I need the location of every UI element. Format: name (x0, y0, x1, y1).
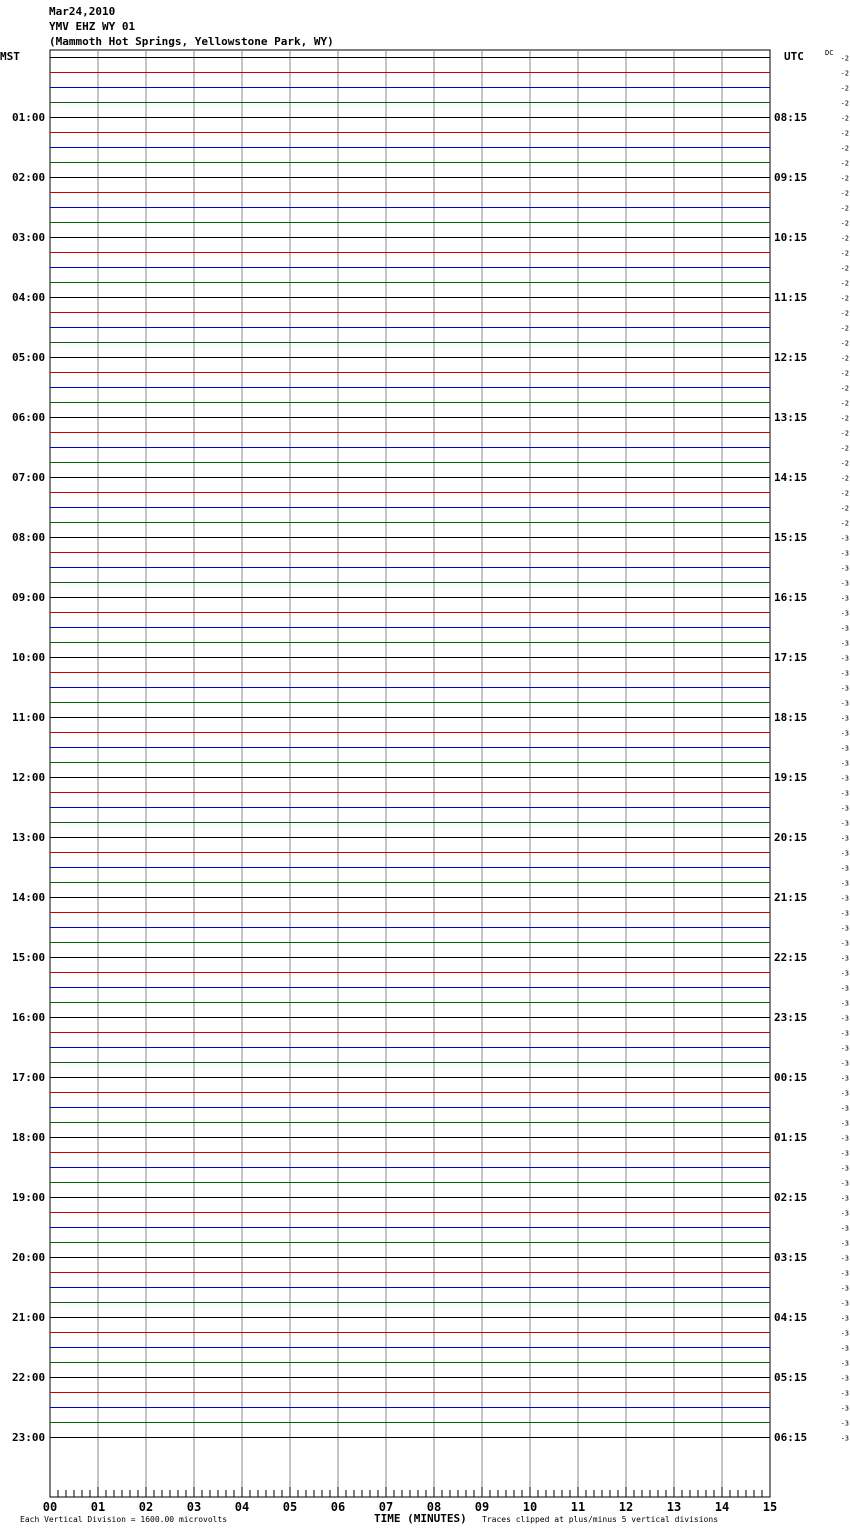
left-hour-label: 13:00 (12, 831, 46, 844)
dc-offset-label: -3 (840, 549, 849, 558)
dc-offset-label: -2 (840, 69, 849, 78)
left-hour-label: 04:00 (12, 291, 46, 304)
x-tick-label: 07 (378, 1500, 394, 1514)
chart-title-station: YMV EHZ WY 01 (49, 20, 136, 33)
dc-offset-label: -3 (840, 684, 849, 693)
dc-offset-label: -3 (840, 1029, 849, 1038)
x-tick-label: 06 (330, 1500, 346, 1514)
dc-offset-label: -2 (840, 84, 849, 93)
dc-offset-label: -3 (840, 909, 849, 918)
left-hour-label: 18:00 (12, 1131, 46, 1144)
dc-offset-label: -2 (840, 279, 849, 288)
dc-offset-label: -3 (840, 1149, 849, 1158)
dc-offset-label: -3 (840, 534, 849, 543)
dc-offset-label: -3 (840, 1194, 849, 1203)
dc-offset-label: -3 (840, 939, 849, 948)
dc-offset-label: -2 (840, 489, 849, 498)
left-hour-label: 02:00 (12, 171, 46, 184)
right-hour-label: 17:15 (774, 651, 808, 664)
right-hour-label: 08:15 (774, 111, 808, 124)
dc-offset-label: -2 (840, 309, 849, 318)
dc-offset-label: -2 (840, 144, 849, 153)
dc-offset-label: -3 (840, 804, 849, 813)
dc-offset-label: -2 (840, 114, 849, 123)
dc-offset-label: -3 (840, 699, 849, 708)
x-axis-title: TIME (MINUTES) (374, 1512, 467, 1525)
right-hour-label: 20:15 (774, 831, 808, 844)
dc-offset-label: -3 (840, 1329, 849, 1338)
dc-offset-label: -3 (840, 834, 849, 843)
dc-offset-label: -3 (840, 1419, 849, 1428)
dc-offset-label: -2 (840, 459, 849, 468)
dc-offset-label: -2 (840, 384, 849, 393)
chart-title-location: (Mammoth Hot Springs, Yellowstone Park, WY) (49, 35, 334, 48)
x-tick-label: 09 (474, 1500, 490, 1514)
dc-offset-label: -2 (840, 234, 849, 243)
dc-offset-label: -3 (840, 849, 849, 858)
dc-offset-label: -3 (840, 819, 849, 828)
right-hour-label: 16:15 (774, 591, 808, 604)
dc-offset-label: -3 (840, 1014, 849, 1023)
right-hour-label: 04:15 (774, 1311, 808, 1324)
dc-offset-label: -3 (840, 624, 849, 633)
dc-offset-label: -3 (840, 1089, 849, 1098)
dc-offset-label: -2 (840, 219, 849, 228)
dc-offset-label: -3 (840, 1074, 849, 1083)
dc-offset-label: -2 (840, 519, 849, 528)
dc-offset-label: -3 (840, 1179, 849, 1188)
right-hour-label: 00:15 (774, 1071, 808, 1084)
x-tick-label: 03 (186, 1500, 202, 1514)
right-hour-label: 19:15 (774, 771, 808, 784)
x-tick-label: 02 (138, 1500, 154, 1514)
x-tick-label: 05 (282, 1500, 298, 1514)
right-hour-label: 01:15 (774, 1131, 808, 1144)
left-hour-label: 09:00 (12, 591, 46, 604)
dc-offset-label: -3 (840, 1224, 849, 1233)
dc-offset-label: -3 (840, 564, 849, 573)
left-hour-label: 22:00 (12, 1371, 46, 1384)
dc-offset-label: -3 (840, 1284, 849, 1293)
dc-offset-label: -3 (840, 789, 849, 798)
left-hour-label: 17:00 (12, 1071, 46, 1084)
dc-offset-label: -3 (840, 1299, 849, 1308)
left-hour-label: 03:00 (12, 231, 46, 244)
dc-offset-label: -3 (840, 1269, 849, 1278)
dc-offset-label: -2 (840, 189, 849, 198)
dc-offset-label: -3 (840, 1164, 849, 1173)
left-hour-label: 07:00 (12, 471, 46, 484)
x-tick-label: 11 (570, 1500, 586, 1514)
dc-offset-label: -3 (840, 714, 849, 723)
x-tick-label: 13 (666, 1500, 682, 1514)
dc-offset-label: -3 (840, 669, 849, 678)
left-hour-label: 12:00 (12, 771, 46, 784)
left-hour-label: 16:00 (12, 1011, 46, 1024)
dc-offset-label: -3 (840, 1389, 849, 1398)
right-axis-title: UTC (784, 50, 804, 63)
dc-offset-label: -2 (840, 414, 849, 423)
right-hour-label: 12:15 (774, 351, 808, 364)
left-hour-label: 15:00 (12, 951, 46, 964)
left-hour-label: 23:00 (12, 1431, 46, 1444)
left-hour-label: 10:00 (12, 651, 46, 664)
dc-offset-label: -3 (840, 609, 849, 618)
dc-offset-label: -3 (840, 894, 849, 903)
x-tick-label: 04 (234, 1500, 250, 1514)
right-hour-label: 13:15 (774, 411, 808, 424)
dc-offset-label: -2 (840, 429, 849, 438)
dc-offset-label: -2 (840, 174, 849, 183)
dc-offset-label: -3 (840, 1374, 849, 1383)
dc-offset-label: -3 (840, 744, 849, 753)
dc-offset-label: -2 (840, 354, 849, 363)
right-hour-label: 15:15 (774, 531, 808, 544)
right-hour-label: 23:15 (774, 1011, 808, 1024)
x-tick-label: 14 (714, 1500, 730, 1514)
dc-offset-label: -3 (840, 579, 849, 588)
right-hour-label: 21:15 (774, 891, 808, 904)
dc-offset-label: -3 (840, 729, 849, 738)
left-hour-label: 14:00 (12, 891, 46, 904)
dc-offset-label: -3 (840, 984, 849, 993)
dc-offset-label: -3 (840, 654, 849, 663)
dc-offset-label: -2 (840, 249, 849, 258)
right-hour-label: 14:15 (774, 471, 808, 484)
dc-offset-label: -2 (840, 504, 849, 513)
dc-offset-label: -3 (840, 1314, 849, 1323)
dc-offset-label: -3 (840, 1209, 849, 1218)
dc-offset-label: -3 (840, 1359, 849, 1368)
left-hour-label: 20:00 (12, 1251, 46, 1264)
dc-offset-label: -3 (840, 1119, 849, 1128)
dc-offset-label: -2 (840, 264, 849, 273)
left-hour-label: 11:00 (12, 711, 46, 724)
right-hour-label: 05:15 (774, 1371, 808, 1384)
dc-offset-label: -3 (840, 999, 849, 1008)
dc-offset-label: -3 (840, 1044, 849, 1053)
dc-offset-label: -3 (840, 639, 849, 648)
dc-offset-label: -2 (840, 444, 849, 453)
dc-offset-label: -3 (840, 969, 849, 978)
dc-offset-label: -3 (840, 879, 849, 888)
right-hour-label: 02:15 (774, 1191, 808, 1204)
right-hour-label: 22:15 (774, 951, 808, 964)
left-axis-title: MST (0, 50, 20, 63)
dc-offset-label: -3 (840, 1344, 849, 1353)
dc-offset-label: -3 (840, 1104, 849, 1113)
x-tick-label: 01 (90, 1500, 106, 1514)
right-hour-label: 10:15 (774, 231, 808, 244)
right-hour-label: 06:15 (774, 1431, 808, 1444)
footer-scale-note: Each Vertical Division = 1600.00 microvolts (20, 1515, 228, 1524)
left-hour-label: 05:00 (12, 351, 46, 364)
dc-offset-label: -2 (840, 159, 849, 168)
left-hour-label: 19:00 (12, 1191, 46, 1204)
footer-clip-note: Traces clipped at plus/minus 5 vertical divisions (482, 1515, 719, 1524)
dc-offset-label: -3 (840, 864, 849, 873)
dc-offset-label: -3 (840, 759, 849, 768)
dc-title: DC (825, 49, 834, 57)
dc-offset-label: -3 (840, 1404, 849, 1413)
left-hour-label: 06:00 (12, 411, 46, 424)
dc-offset-label: -2 (840, 474, 849, 483)
left-hour-label: 08:00 (12, 531, 46, 544)
dc-offset-label: -2 (840, 399, 849, 408)
dc-offset-label: -3 (840, 954, 849, 963)
left-hour-label: 21:00 (12, 1311, 46, 1324)
x-tick-label: 08 (426, 1500, 442, 1514)
dc-offset-label: -3 (840, 1239, 849, 1248)
chart-title-date: Mar24,2010 (49, 5, 116, 18)
right-hour-label: 09:15 (774, 171, 808, 184)
x-tick-label: 00 (42, 1500, 58, 1514)
right-hour-label: 03:15 (774, 1251, 808, 1264)
dc-offset-label: -3 (840, 1434, 849, 1443)
dc-offset-label: -3 (840, 594, 849, 603)
x-tick-label: 15 (762, 1500, 778, 1514)
dc-offset-label: -3 (840, 1134, 849, 1143)
dc-offset-label: -2 (840, 54, 849, 63)
dc-offset-label: -3 (840, 774, 849, 783)
dc-offset-label: -3 (840, 924, 849, 933)
dc-offset-label: -2 (840, 129, 849, 138)
right-hour-label: 18:15 (774, 711, 808, 724)
dc-offset-label: -2 (840, 369, 849, 378)
dc-offset-label: -2 (840, 99, 849, 108)
dc-offset-label: -2 (840, 294, 849, 303)
x-tick-label: 12 (618, 1500, 634, 1514)
x-tick-label: 10 (522, 1500, 538, 1514)
dc-offset-label: -2 (840, 339, 849, 348)
right-hour-label: 11:15 (774, 291, 808, 304)
dc-offset-label: -2 (840, 204, 849, 213)
dc-offset-label: -2 (840, 324, 849, 333)
dc-offset-label: -3 (840, 1059, 849, 1068)
dc-offset-label: -3 (840, 1254, 849, 1263)
left-hour-label: 01:00 (12, 111, 46, 124)
